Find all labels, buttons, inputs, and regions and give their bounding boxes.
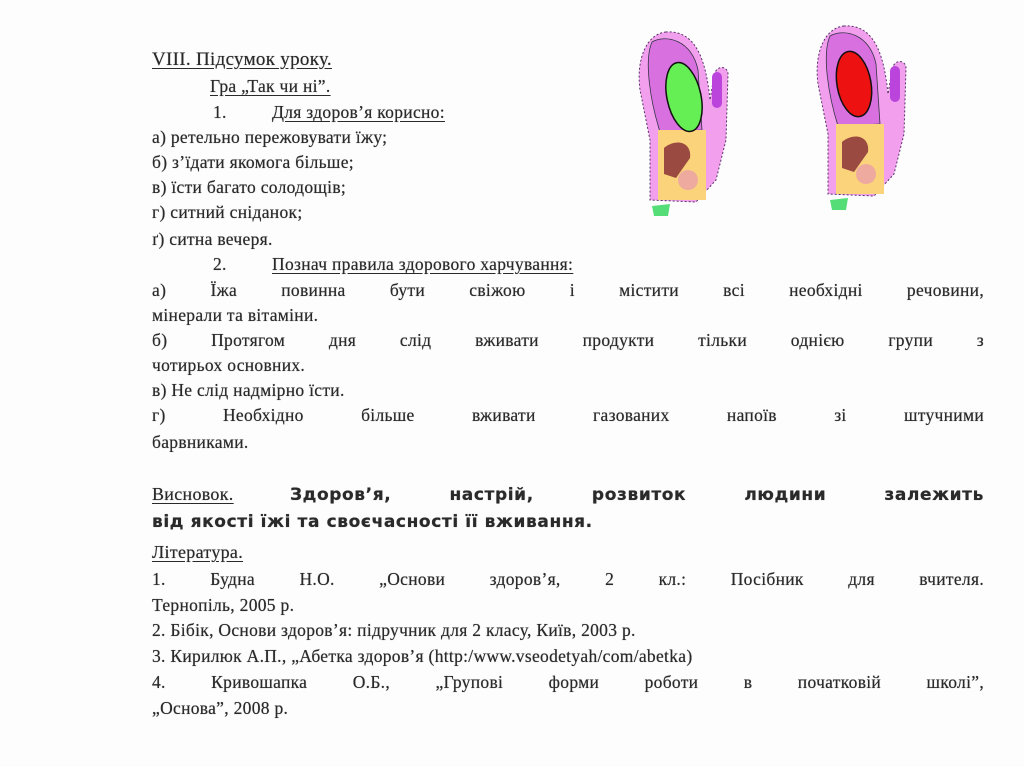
game-title: Гра „Так чи ні”.: [210, 76, 331, 96]
mitten-red-icon: [814, 24, 914, 216]
q2-line: а) Їжа повинна бути свіжою і містити всі необхідні речовини,: [152, 280, 984, 300]
q1-number: 1.: [213, 102, 227, 122]
q2-title: Познач правила здорового харчування:: [272, 254, 574, 274]
mitten-green-icon: [636, 30, 736, 222]
conclusion-text-2: від якості їжі та своєчасності її вживання.: [152, 512, 593, 532]
literature-line: Тернопіль, 2005 р.: [152, 595, 295, 615]
q2-line: барвниками.: [152, 432, 249, 452]
section-title: VIII. Підсумок уроку.: [152, 49, 332, 70]
q1-title: Для здоров’я корисно:: [272, 102, 445, 122]
q2-line: г) Необхідно більше вживати газованих напоїв зі штучними: [152, 405, 984, 425]
literature-title: Література.: [152, 542, 244, 562]
literature-line: 4. Кривошапка О.Б., „Групові форми роботи в початковій школі”,: [152, 672, 984, 692]
conclusion-label: Висновок.: [152, 484, 234, 504]
q1-item: б) з’їдати якомога більше;: [152, 152, 354, 172]
q2-line: в) Не слід надмірно їсти.: [152, 380, 345, 400]
literature-line: 3. Кирилюк А.П., „Абетка здоров’я (http:/www.vseodetyah/com/abetka): [152, 646, 693, 666]
literature-line: 2. Бібік, Основи здоров’я: підручник для 2 класу, Київ, 2003 р.: [152, 620, 636, 640]
q1-item: г) ситний сніданок;: [152, 202, 303, 222]
q2-line: б) Протягом дня слід вживати продукти тільки однією групи з: [152, 330, 984, 350]
q2-line: мінерали та вітаміни.: [152, 305, 319, 325]
conclusion-line-1: [152, 484, 984, 505]
q1-item: ґ) ситна вечеря.: [152, 229, 273, 249]
q2-number: 2.: [213, 254, 227, 274]
literature-line: 1. Будна Н.О. „Основи здоров’я, 2 кл.: Посібник для вчителя.: [152, 569, 984, 589]
q2-line: чотирьох основних.: [152, 355, 306, 375]
q1-item: а) ретельно пережовувати їжу;: [152, 127, 388, 147]
q1-item: в) їсти багато солодощів;: [152, 177, 347, 197]
conclusion-text: Здоров’я, настрій, розвиток людини залежить: [289, 485, 984, 505]
literature-line: „Основа”, 2008 р.: [152, 698, 289, 718]
